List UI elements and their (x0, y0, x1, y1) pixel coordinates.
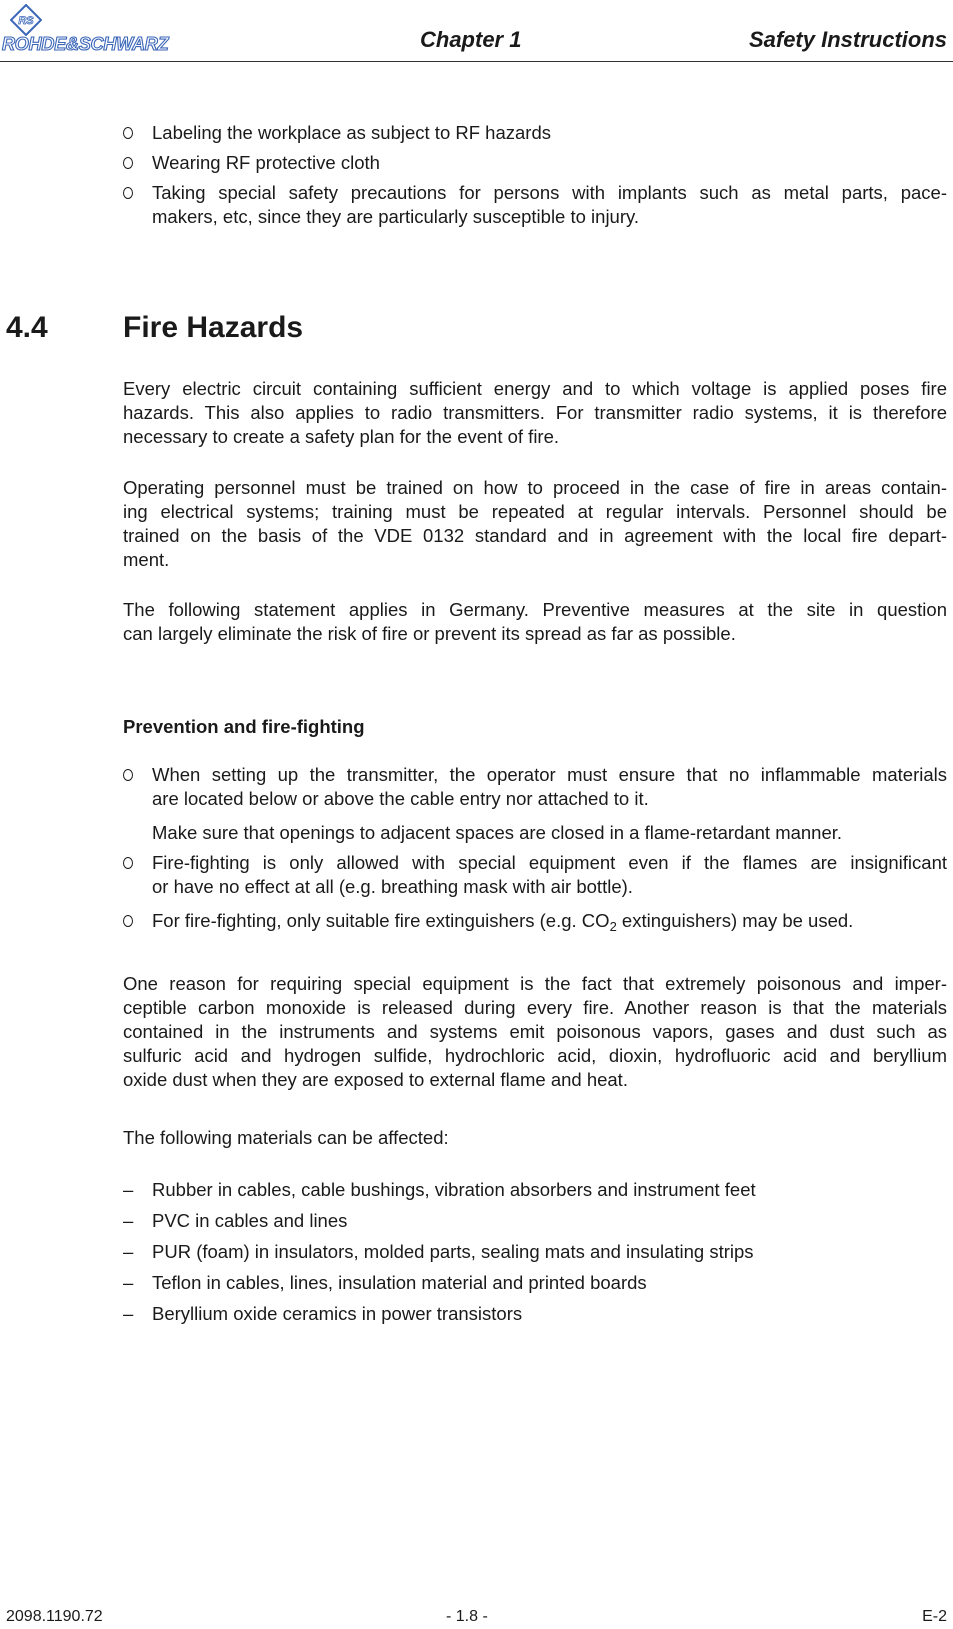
paragraph (123, 377, 947, 449)
list-item (123, 1240, 947, 1264)
subscript: 2 (609, 919, 617, 934)
paragraph (123, 972, 947, 1092)
list-item (123, 909, 947, 933)
bullet-text: Wearing RF protective cloth (152, 152, 380, 173)
paragraph (123, 1126, 947, 1150)
list-item (123, 763, 947, 811)
list-item (123, 1302, 947, 1326)
bullet-text: makers, etc, since they are particularly susceptible to injury. (152, 206, 640, 227)
circle-bullet-icon (123, 127, 133, 139)
svg-text:RS: RS (18, 15, 34, 27)
circle-bullet-icon (123, 769, 133, 781)
paragraph-line: ment. (123, 549, 170, 570)
paragraph-line: The following materials can be affected: (123, 1127, 449, 1148)
dash-bullet: – (123, 1303, 134, 1324)
paragraph-line: ceptible carbon monoxide is released during every fire. Another reason is that the materials (123, 997, 947, 1018)
bullet-text-start: For fire-fighting, only suitable fire extinguishers (e.g. CO (152, 910, 610, 931)
circle-bullet-icon (123, 187, 133, 199)
paragraph-line: oxide dust when they are exposed to external flame and heat. (123, 1069, 628, 1090)
bullet-text: or have no effect at all (e.g. breathing mask with air bottle). (152, 876, 633, 897)
list-item (123, 151, 947, 175)
paragraph-line: Every electric circuit containing sufficient energy and to which voltage is applied poses fire (123, 378, 947, 399)
list-item (123, 121, 947, 145)
list-item-text: PVC in cables and lines (152, 1210, 348, 1231)
paragraph-line: can largely eliminate the risk of fire or prevent its spread as far as possible. (123, 623, 736, 644)
bullet-text: When setting up the transmitter, the operator must ensure that no inflammable materials (152, 764, 947, 785)
paragraph-line: Operating personnel must be trained on how to proceed in the case of fire in areas contain- (123, 477, 947, 498)
edition-label: E-2 (922, 1608, 947, 1625)
paragraph-line: The following statement applies in Germany. Preventive measures at the site in question (123, 599, 947, 620)
page-header (0, 0, 953, 62)
paragraph-line: ing electrical systems; training must be repeated at regular intervals. Personnel should be (123, 501, 947, 522)
bullet-text: are located below or above the cable entry nor attached to it. (152, 788, 649, 809)
rohde-schwarz-logo (2, 4, 224, 52)
list-item (123, 1271, 947, 1295)
list-item (123, 1209, 947, 1233)
paragraph-line: necessary to create a safety plan for the event of fire. (123, 426, 560, 447)
header-divider (0, 61, 953, 62)
paragraph-line: sulfuric acid and hydrogen sulfide, hydrochloric acid, dioxin, hydrofluoric acid and beryllium (123, 1045, 947, 1066)
list-item-text: Rubber in cables, cable bushings, vibration absorbers and instrument feet (152, 1179, 756, 1200)
dash-bullet: – (123, 1272, 134, 1293)
paragraph-line: One reason for requiring special equipment is the fact that extremely poisonous and imper- (123, 973, 947, 994)
list-item (123, 851, 947, 899)
bullet-text: Labeling the workplace as subject to RF hazards (152, 122, 551, 143)
dash-bullet: – (123, 1241, 134, 1262)
list-item (123, 181, 947, 229)
list-item-text: Teflon in cables, lines, insulation material and printed boards (152, 1272, 647, 1293)
list-item-text: Beryllium oxide ceramics in power transistors (152, 1303, 523, 1324)
bullet-text-end: extinguishers) may be used. (616, 910, 854, 931)
section-label: Safety Instructions (748, 27, 947, 52)
document-number: 2098.1190.72 (6, 1608, 103, 1625)
paragraph-line: trained on the basis of the VDE 0132 standard and in agreement with the local fire depart- (123, 525, 947, 546)
bullet-text: Fire-fighting is only allowed with special equipment even if the flames are insignificant (152, 852, 947, 873)
list-item (123, 1178, 947, 1202)
paragraph-line: hazards. This also applies to radio transmitters. For transmitter radio systems, it is therefore (123, 402, 947, 423)
dash-bullet: – (123, 1179, 134, 1200)
subheading: Prevention and fire-fighting (123, 716, 365, 737)
bullet-note (152, 821, 947, 845)
circle-bullet-icon (123, 915, 133, 927)
chapter-label: Chapter 1 (420, 27, 522, 52)
paragraph (123, 476, 947, 572)
bullet-text: Taking special safety precautions for persons with implants such as metal parts, pace- (152, 182, 947, 203)
note-text: Make sure that openings to adjacent spaces are closed in a flame-retardant manner. (152, 822, 843, 843)
bullet-text (152, 909, 947, 933)
rs-diamond-icon (10, 4, 42, 36)
section-title: Fire Hazards (123, 311, 304, 344)
page-number: - 1.8 - (446, 1608, 488, 1625)
section-number: 4.4 (6, 311, 48, 344)
paragraph (123, 598, 947, 646)
circle-bullet-icon (123, 157, 133, 169)
list-item-text: PUR (foam) in insulators, molded parts, sealing mats and insulating strips (152, 1241, 754, 1262)
paragraph-line: contained in the instruments and systems emit poisonous vapors, gases and dust such as (123, 1021, 947, 1042)
circle-bullet-icon (123, 857, 133, 869)
dash-bullet: – (123, 1210, 134, 1231)
logo-wordmark: ROHDE&SCHWARZ (2, 34, 169, 54)
